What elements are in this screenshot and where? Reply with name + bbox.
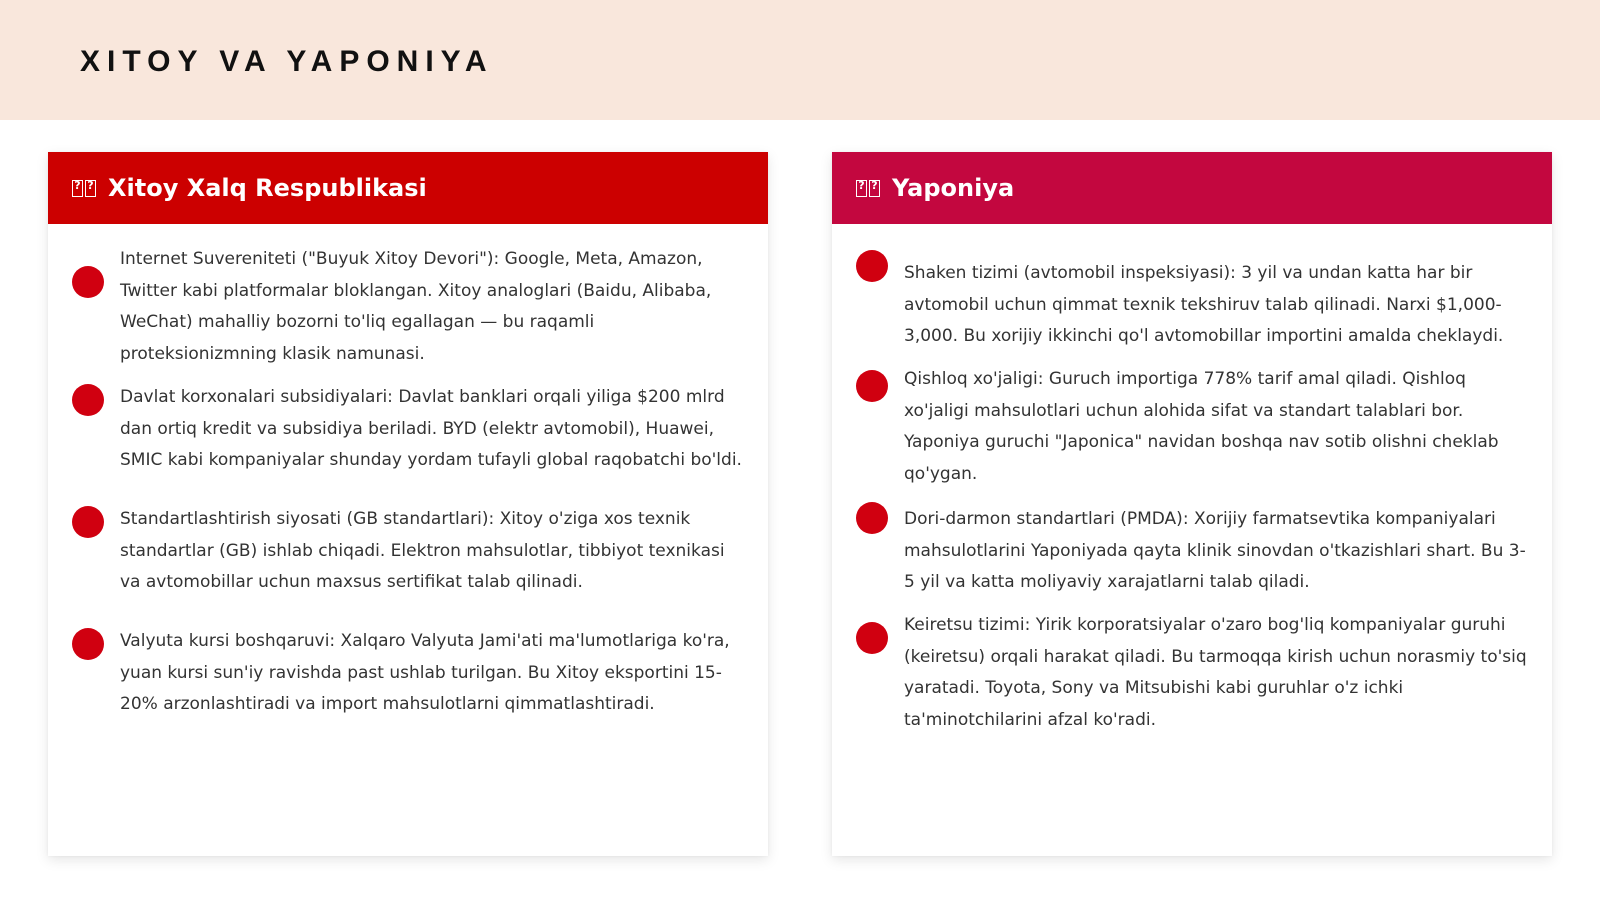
list-item-text: Dori-darmon standartlari (PMDA): Xorijiy farmatsevtika kompaniyalari mahsulotlarini Yaponiyada qayta klinik sinovdan o'tkazishlari shart. Bu 3-5 yil va katta moliyaviy xarajatlarni talab qiladi. bbox=[904, 509, 1526, 592]
list-item-text: Standartlashtirish siyosati (GB standartlari): Xitoy o'ziga xos texnik standartlar (GB) ishlab chiqadi. Elektron mahsulotlar, tibbiyot texnikasi va avtomobillar uchun maxsus sertifikat talab qilinadi. bbox=[120, 509, 725, 592]
list-item-text: Valyuta kursi boshqaruvi: Xalqaro Valyuta Jami'ati ma'lumotlariga ko'ra, yuan kursi sun'iy ravishda past ushlab turilgan. Bu Xitoy eksportini 15-20% arzonlashtiradi va import mahsulotlarni qimmatlashtiradi. bbox=[120, 631, 730, 714]
china-card bbox=[48, 152, 768, 856]
china-card-title: Xitoy Xalq Respublikasi bbox=[108, 174, 427, 202]
japan-card bbox=[832, 152, 1552, 856]
bullet-icon bbox=[72, 506, 104, 538]
list-item bbox=[856, 258, 1530, 353]
list-item bbox=[72, 244, 746, 370]
bullet-icon bbox=[72, 628, 104, 660]
bullet-icon bbox=[856, 370, 888, 402]
japan-card-header bbox=[832, 152, 1552, 224]
list-item bbox=[72, 626, 746, 721]
bullet-icon bbox=[72, 384, 104, 416]
china-flag-icon bbox=[72, 180, 98, 197]
list-item bbox=[856, 504, 1530, 599]
list-item-text: Shaken tizimi (avtomobil inspeksiyasi): 3 yil va undan katta har bir avtomobil uchun qimmat texnik tekshiruv talab qilinadi. Narxi $1,000-3,000. Bu xorijiy ikkinchi qo'l avtomobillar importini amalda cheklaydi. bbox=[904, 263, 1504, 346]
list-item bbox=[856, 364, 1530, 490]
bullet-icon bbox=[856, 622, 888, 654]
list-item-text: Qishloq xo'jaligi: Guruch importiga 778% tarif amal qiladi. Qishloq xo'jaligi mahsulotlari uchun alohida sifat va standart talablari bor. Yaponiya guruchi "Japonica" navidan boshqa nav sotib olishni cheklab qo'ygan. bbox=[904, 369, 1499, 484]
header-banner bbox=[0, 0, 1600, 120]
list-item-text: Keiretsu tizimi: Yirik korporatsiyalar o'zaro bog'liq kompaniyalar guruhi (keiretsu) orqali harakat qiladi. Bu tarmoqqa kirish uchun norasmiy to'siq yaratadi. Toyota, Sony va Mitsubishi kabi guruhlar o'z ichki ta'minotchilarini afzal ko'radi. bbox=[904, 615, 1527, 730]
list-item bbox=[72, 382, 746, 477]
list-item-text: Internet Suvereniteti ("Buyuk Xitoy Devori"): Google, Meta, Amazon, Twitter kabi platformalar bloklangan. Xitoy analoglari (Baidu, Alibaba, WeChat) mahalliy bozorni to'liq egallagan — bu raqamli proteksionizmning klasik namunasi. bbox=[120, 249, 712, 364]
china-card-header bbox=[48, 152, 768, 224]
bullet-icon bbox=[72, 266, 104, 298]
bullet-icon bbox=[856, 502, 888, 534]
list-item-text: Davlat korxonalari subsidiyalari: Davlat banklari orqali yiliga $200 mlrd dan ortiq kredit va subsidiya beriladi. BYD (elektr avtomobil), Huawei, SMIC kabi kompaniyalar shunday yordam tufayli global raqobatchi bo'ldi. bbox=[120, 387, 742, 470]
japan-card-title: Yaponiya bbox=[892, 174, 1015, 202]
bullet-icon bbox=[856, 250, 888, 282]
japan-flag-icon bbox=[856, 180, 882, 197]
page-title: XITOY VA YAPONIYA bbox=[80, 45, 494, 78]
list-item bbox=[856, 610, 1530, 736]
list-item bbox=[72, 504, 746, 599]
